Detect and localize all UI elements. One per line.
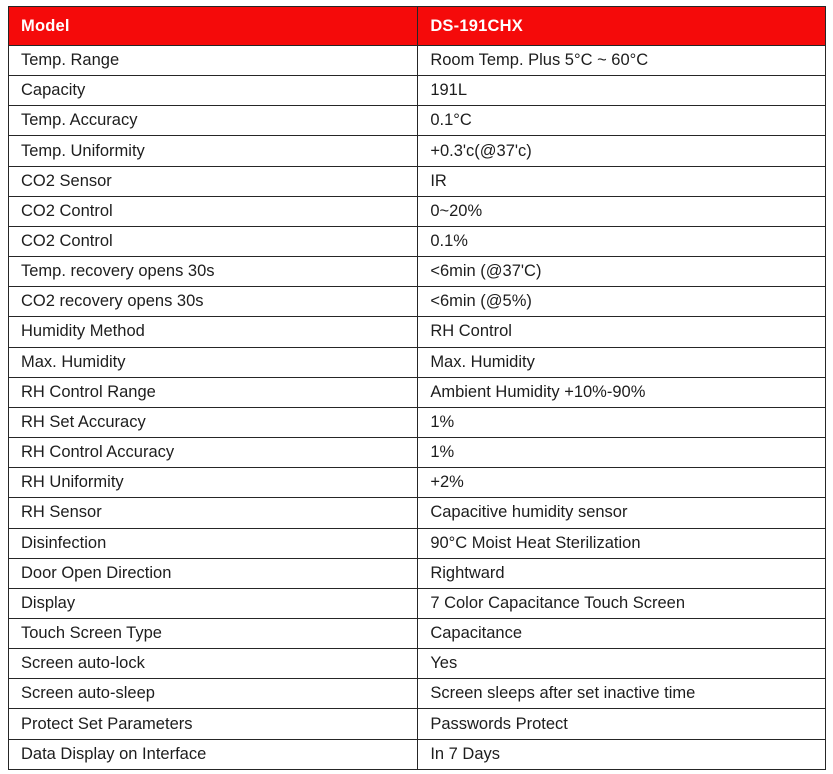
spec-label: RH Control Range [9,377,418,407]
table-row [9,76,826,106]
table-row [9,226,826,256]
spec-label: Humidity Method [9,317,418,347]
spec-label: Max. Humidity [9,347,418,377]
table-row [9,649,826,679]
table-header-row [9,7,826,46]
spec-label: CO2 Control [9,226,418,256]
spec-label: Protect Set Parameters [9,709,418,739]
spec-label: Temp. Range [9,46,418,76]
spec-value: <6min (@5%) [418,287,826,317]
table-row [9,709,826,739]
spec-label: Touch Screen Type [9,618,418,648]
table-row [9,498,826,528]
header-model-label: Model [9,7,418,46]
spec-label: CO2 recovery opens 30s [9,287,418,317]
spec-label: Screen auto-sleep [9,679,418,709]
table-row [9,106,826,136]
spec-value: IR [418,166,826,196]
spec-value: Rightward [418,558,826,588]
table-row [9,196,826,226]
table-row [9,166,826,196]
spec-value: 90°C Moist Heat Sterilization [418,528,826,558]
table-row [9,317,826,347]
spec-value: Capacitive humidity sensor [418,498,826,528]
spec-label: Disinfection [9,528,418,558]
spec-label: RH Sensor [9,498,418,528]
spec-value: <6min (@37'C) [418,257,826,287]
spec-value: 0.1% [418,226,826,256]
spec-label: RH Uniformity [9,468,418,498]
header-model-number: DS-191CHX [418,7,826,46]
spec-label: Door Open Direction [9,558,418,588]
spec-label: Temp. Uniformity [9,136,418,166]
spec-value: Passwords Protect [418,709,826,739]
spec-value: Screen sleeps after set inactive time [418,679,826,709]
table-row [9,46,826,76]
spec-value: Capacitance [418,618,826,648]
table-row [9,588,826,618]
table-row [9,438,826,468]
spec-label: CO2 Sensor [9,166,418,196]
spec-value: +2% [418,468,826,498]
spec-label: Temp. Accuracy [9,106,418,136]
spec-label: CO2 Control [9,196,418,226]
spec-label: Temp. recovery opens 30s [9,257,418,287]
table-row [9,407,826,437]
table-row [9,528,826,558]
table-row [9,679,826,709]
table-row [9,347,826,377]
spec-table-body [9,46,826,770]
spec-label: Display [9,588,418,618]
table-row [9,377,826,407]
spec-value: 0.1°C [418,106,826,136]
spec-value: +0.3'c(@37'c) [418,136,826,166]
spec-label: RH Set Accuracy [9,407,418,437]
spec-label: Data Display on Interface [9,739,418,769]
table-row [9,257,826,287]
spec-value: 0~20% [418,196,826,226]
table-row [9,468,826,498]
spec-value: Yes [418,649,826,679]
spec-label: Capacity [9,76,418,106]
spec-value: 1% [418,407,826,437]
spec-value: Ambient Humidity +10%-90% [418,377,826,407]
table-row [9,287,826,317]
spec-value: 7 Color Capacitance Touch Screen [418,588,826,618]
table-row [9,739,826,769]
table-row [9,558,826,588]
spec-value: 191L [418,76,826,106]
spec-value: RH Control [418,317,826,347]
table-row [9,136,826,166]
spec-value: 1% [418,438,826,468]
spec-label: Screen auto-lock [9,649,418,679]
spec-table [8,6,826,770]
spec-label: RH Control Accuracy [9,438,418,468]
spec-value: Max. Humidity [418,347,826,377]
spec-value: In 7 Days [418,739,826,769]
table-row [9,618,826,648]
spec-value: Room Temp. Plus 5°C ~ 60°C [418,46,826,76]
